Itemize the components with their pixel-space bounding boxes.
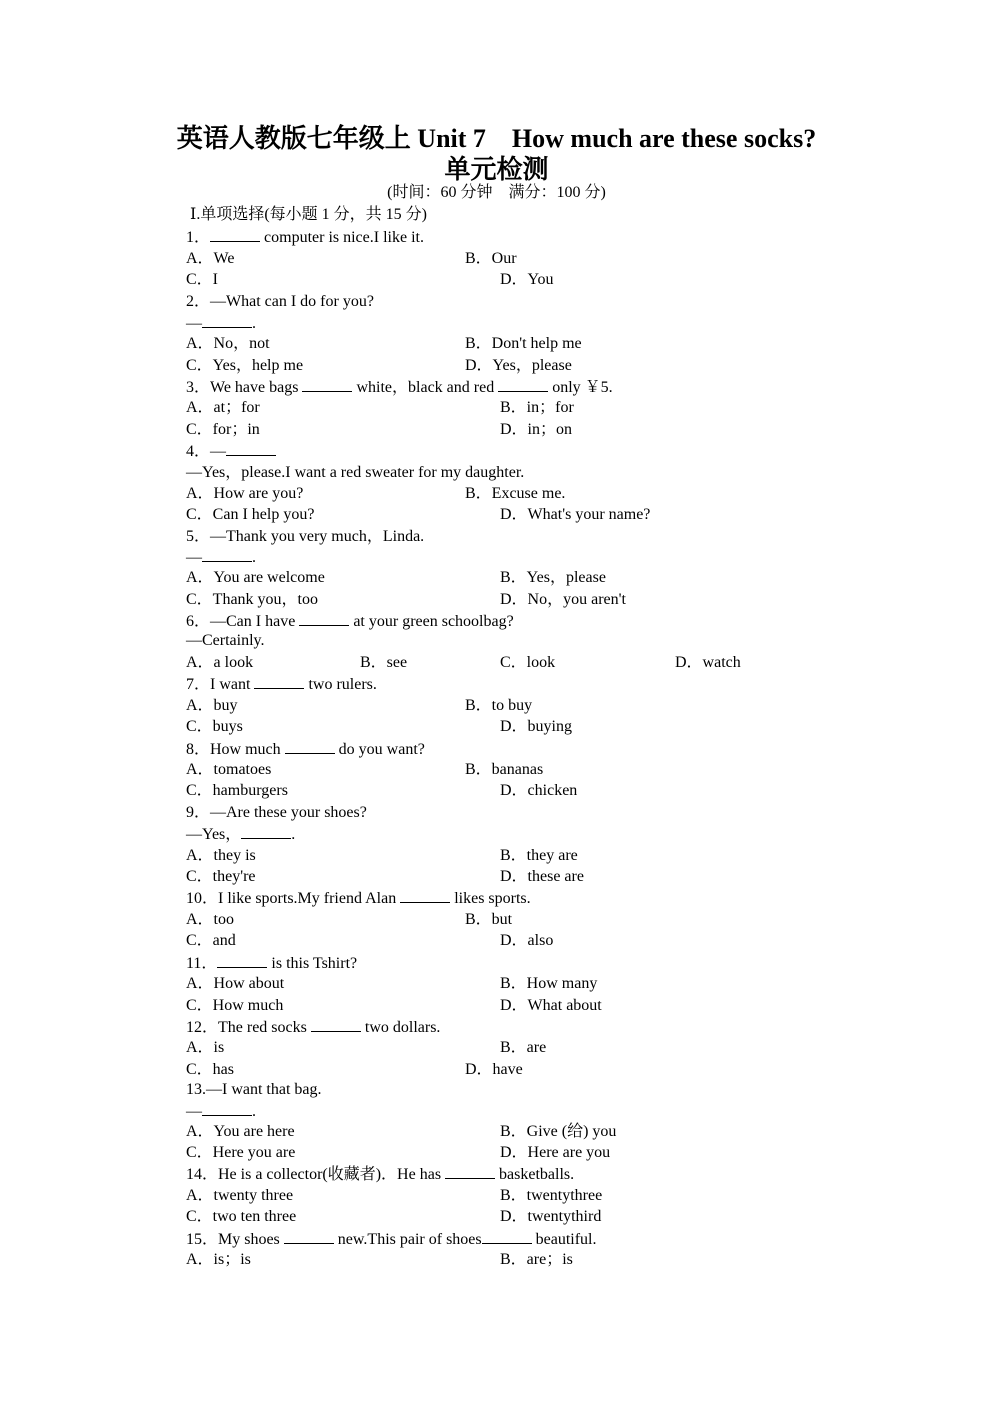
question-11-option-c: C．How much (186, 997, 284, 1014)
question-12-stem: 12．The red socks two dollars. (186, 1019, 441, 1036)
answer-blank (482, 1229, 532, 1244)
question-7-option-a: A．buy (186, 697, 238, 714)
answer-blank (302, 377, 352, 392)
question-3-option-a: A．at；for (186, 399, 260, 416)
question-2-option-c: C．Yes，help me (186, 357, 304, 374)
question-6-option-b: B．see (360, 654, 408, 671)
page-subtitle: 单元检测 (444, 155, 549, 184)
question-9-reply: —Yes， . (186, 826, 296, 843)
page-title: 英语人教版七年级上 Unit 7 How much are these socks? (176, 124, 817, 153)
question-6-option-d: D．watch (675, 654, 741, 671)
question-4-option-a: A．How are you? (186, 485, 304, 502)
answer-blank (226, 441, 276, 456)
question-1-option-a: A．We (186, 250, 235, 267)
question-12-option-b: B．are (500, 1039, 547, 1056)
question-5-option-a: A．You are welcome (186, 569, 325, 586)
question-13-option-b: B．Give (给) you (500, 1123, 617, 1140)
question-6-reply: —Certainly. (186, 632, 265, 649)
question-9-option-d: D．these are (500, 868, 584, 885)
question-8-option-a: A．tomatoes (186, 761, 272, 778)
question-1-option-c: C．I (186, 271, 219, 288)
answer-blank (498, 377, 548, 392)
question-13-option-a: A．You are here (186, 1123, 295, 1140)
question-11-stem: 11． is this Tshirt? (186, 955, 358, 972)
question-11-option-b: B．How many (500, 975, 598, 992)
section-heading: Ⅰ.单项选择(每小题 1 分，共 15 分) (190, 206, 427, 223)
question-6-option-c: C．look (500, 654, 556, 671)
question-4-option-d: D．What's your name? (500, 506, 651, 523)
question-4-option-b: B．Excuse me. (465, 485, 566, 502)
question-14-option-b: B．twentythree (500, 1187, 603, 1204)
question-6-option-a: A．a look (186, 654, 254, 671)
answer-blank (311, 1017, 361, 1032)
question-13-option-c: C．Here you are (186, 1144, 296, 1161)
question-14-option-c: C．two ten three (186, 1208, 297, 1225)
question-7-option-c: C．buys (186, 718, 243, 735)
answer-blank (299, 611, 349, 626)
question-8-option-c: C．hamburgers (186, 782, 288, 799)
exam-meta: (时间：60 分钟 满分：100 分) (387, 184, 606, 201)
question-8-option-d: D．chicken (500, 782, 578, 799)
question-10-option-c: C．and (186, 932, 236, 949)
question-1-option-d: D．You (500, 271, 554, 288)
question-4-option-c: C．Can I help you? (186, 506, 315, 523)
question-8-option-b: B．bananas (465, 761, 544, 778)
question-5-option-d: D．No，you aren't (500, 591, 626, 608)
question-8-stem: 8．How much do you want? (186, 741, 425, 758)
question-13-stem: 13.—I want that bag. (186, 1081, 322, 1098)
question-2-reply: — . (186, 315, 256, 332)
question-7-stem: 7．I want two rulers. (186, 676, 377, 693)
question-12-option-c: C．has (186, 1061, 235, 1078)
answer-blank (400, 888, 450, 903)
question-14-option-a: A．twenty three (186, 1187, 294, 1204)
question-5-option-c: C．Thank you，too (186, 591, 318, 608)
answer-blank (202, 313, 252, 328)
question-13-reply: — . (186, 1103, 256, 1120)
question-4-reply: —Yes，please.I want a red sweater for my daughter. (186, 464, 525, 481)
question-3-option-c: C．for；in (186, 421, 260, 438)
question-9-option-a: A．they is (186, 847, 256, 864)
question-10-option-d: D．also (500, 932, 554, 949)
answer-blank (202, 1101, 252, 1116)
question-12-option-d: D．have (465, 1061, 523, 1078)
question-14-stem: 14．He is a collector(收藏者)．He has basketballs. (186, 1166, 575, 1183)
question-10-option-a: A．too (186, 911, 235, 928)
answer-blank (445, 1164, 495, 1179)
question-13-option-d: D．Here are you (500, 1144, 611, 1161)
question-3-option-b: B．in；for (500, 399, 574, 416)
question-3-stem: 3．We have bags white，black and red only ￥5. (186, 379, 613, 396)
question-5-reply: — . (186, 549, 256, 566)
question-2-option-a: A．No，not (186, 335, 270, 352)
question-1-stem: 1． computer is nice.I like it. (186, 229, 424, 246)
question-9-option-b: B．they are (500, 847, 578, 864)
question-2-option-b: B．Don't help me (465, 335, 582, 352)
question-10-option-b: B．but (465, 911, 513, 928)
question-5-stem: 5．—Thank you very much，Linda. (186, 528, 425, 545)
question-2-stem: 2．—What can I do for you? (186, 293, 374, 310)
question-7-option-d: D．buying (500, 718, 573, 735)
question-10-stem: 10．I like sports.My friend Alan likes sports. (186, 890, 531, 907)
question-9-option-c: C．they're (186, 868, 256, 885)
question-14-option-d: D．twentythird (500, 1208, 602, 1225)
question-2-option-d: D．Yes，please (465, 357, 572, 374)
answer-blank (254, 674, 304, 689)
answer-blank (241, 824, 291, 839)
question-12-option-a: A．is (186, 1039, 225, 1056)
question-15-option-b: B．are；is (500, 1251, 573, 1268)
question-7-option-b: B．to buy (465, 697, 533, 714)
question-15-option-a: A．is；is (186, 1251, 251, 1268)
answer-blank (285, 739, 335, 754)
question-5-option-b: B．Yes，please (500, 569, 606, 586)
question-1-option-b: B．Our (465, 250, 517, 267)
answer-blank (217, 953, 267, 968)
question-9-stem: 9．—Are these your shoes? (186, 804, 367, 821)
question-15-stem: 15．My shoes new.This pair of shoes beautiful. (186, 1231, 597, 1248)
question-3-option-d: D．in；on (500, 421, 573, 438)
answer-blank (210, 227, 260, 242)
question-11-option-a: A．How about (186, 975, 285, 992)
answer-blank (284, 1229, 334, 1244)
question-6-stem: 6．—Can I have at your green schoolbag? (186, 613, 514, 630)
question-4-stem: 4．— (186, 441, 276, 462)
question-11-option-d: D．What about (500, 997, 602, 1014)
answer-blank (202, 547, 252, 562)
